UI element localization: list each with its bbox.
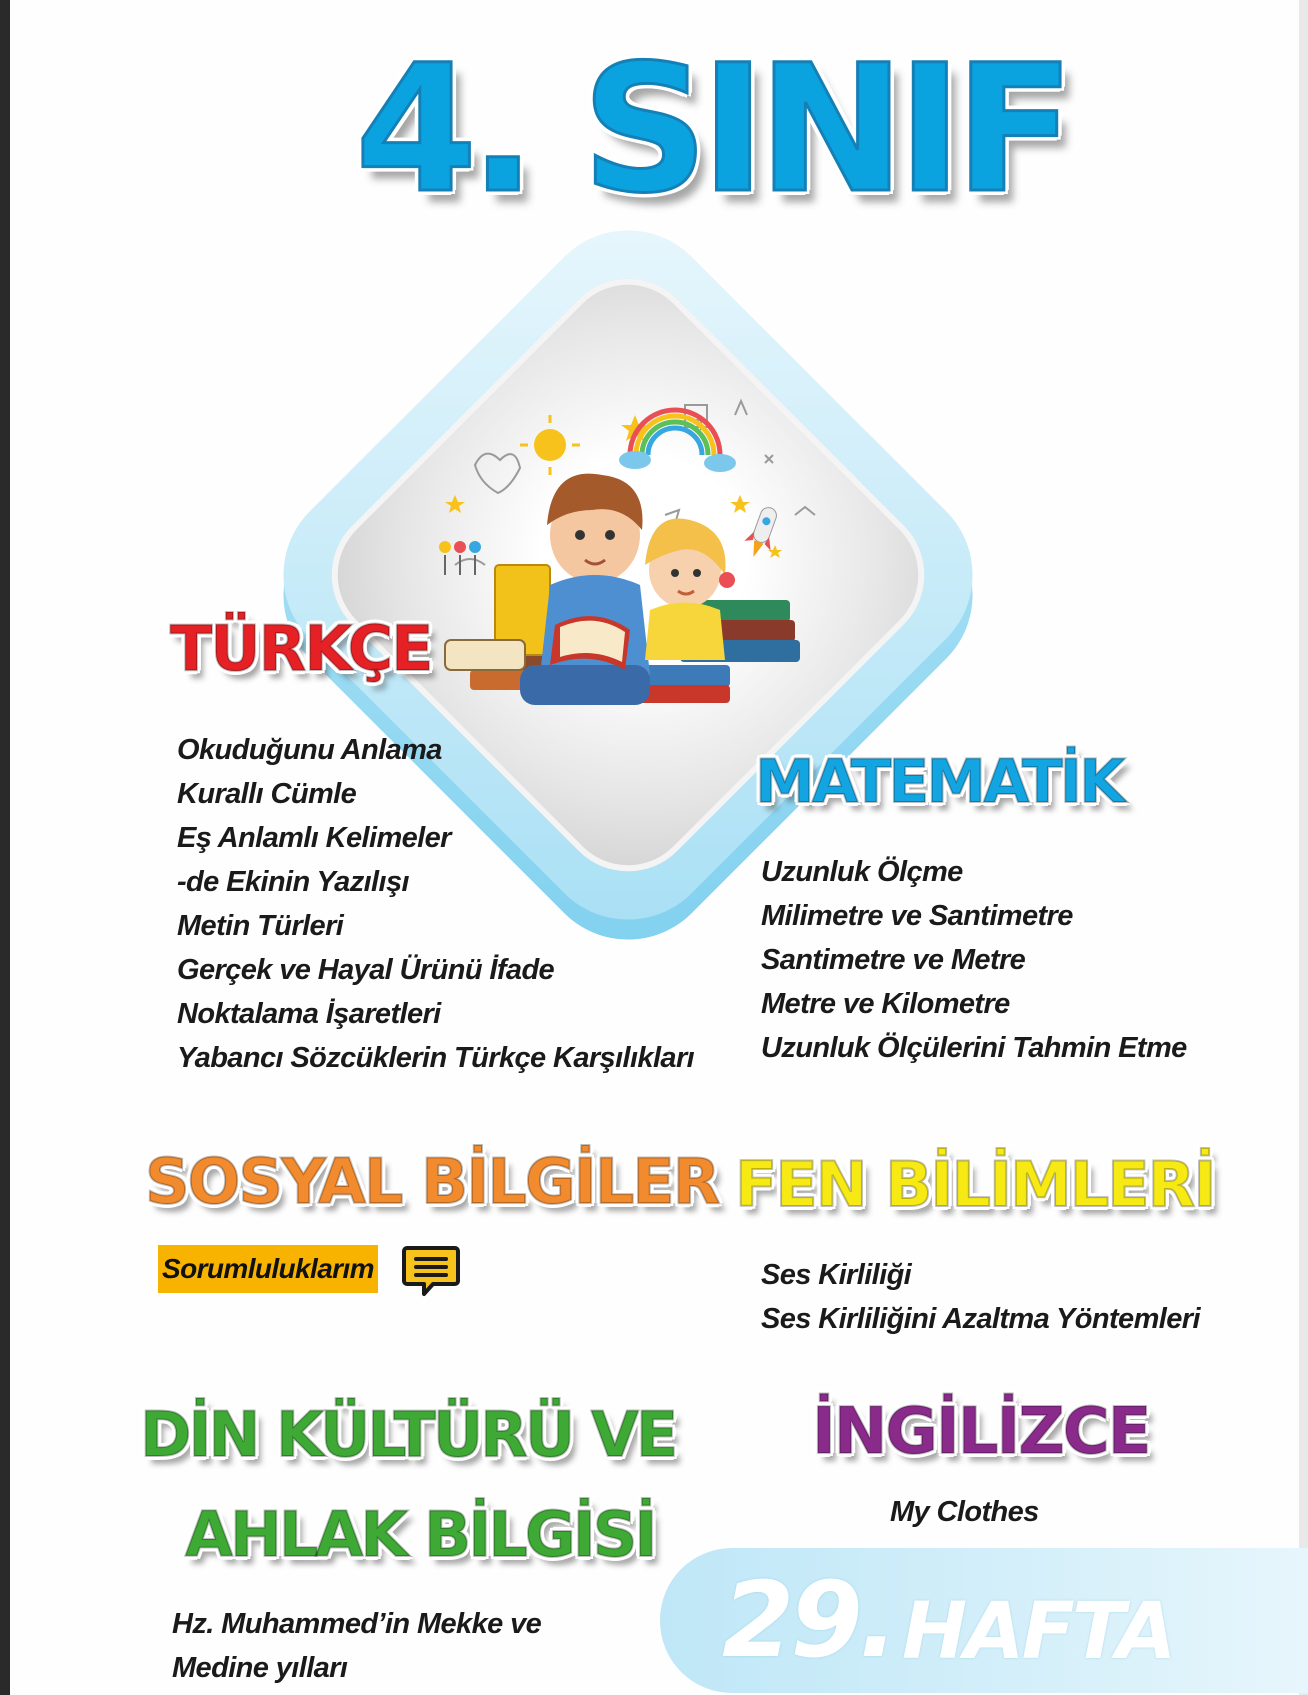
week-number: 29.	[722, 1559, 895, 1681]
topic-item: Medine yılları	[172, 1652, 348, 1684]
fen-topic-list	[761, 1253, 1200, 1341]
topic-item: Kurallı Cümle	[177, 778, 357, 810]
topic-item: Gerçek ve Hayal Ürünü İfade	[177, 954, 555, 986]
topic-item: Milimetre ve Santimetre	[761, 900, 1073, 932]
sosyal-bilgiler-heading: SOSYAL BİLGİLER	[145, 1145, 719, 1218]
topic-item: Santimetre ve Metre	[761, 944, 1026, 976]
right-page-edge	[1299, 0, 1308, 1695]
topic-item: Hz. Muhammed’in Mekke ve	[172, 1608, 542, 1640]
topic-item: Ses Kirliliğini Azaltma Yöntemleri	[761, 1303, 1200, 1335]
din-kulturu-heading	[140, 1385, 675, 1585]
topic-item: Uzunluk Ölçülerini Tahmin Etme	[761, 1032, 1187, 1064]
comment-icon[interactable]	[402, 1244, 460, 1300]
left-page-edge	[0, 0, 10, 1695]
page-title: 4. SINIF	[355, 27, 1067, 232]
topic-item: Noktalama İşaretleri	[177, 998, 441, 1030]
topic-item: Uzunluk Ölçme	[761, 856, 963, 888]
topic-item: Metin Türleri	[177, 910, 344, 942]
din-topic-list	[172, 1602, 541, 1690]
din-heading-line-1: DİN KÜLTÜRÜ VE	[140, 1398, 676, 1471]
fen-bilimleri-heading: FEN BİLİMLERİ	[735, 1148, 1215, 1221]
turkce-topic-list	[177, 728, 694, 1080]
topic-item: Okuduğunu Anlama	[177, 734, 442, 766]
topic-item: Metre ve Kilometre	[761, 988, 1010, 1020]
ingilizce-topic-list	[890, 1490, 1039, 1534]
ingilizce-heading: İNGİLİZCE	[812, 1395, 1150, 1469]
children-reading-illustration	[435, 395, 855, 775]
topic-item: Eş Anlamlı Kelimeler	[177, 822, 451, 854]
sosyal-topic-highlight: Sorumluluklarım	[158, 1245, 378, 1293]
turkce-heading: TÜRKÇE	[170, 612, 432, 685]
topic-item: Ses Kirliliği	[761, 1259, 912, 1291]
matematik-heading: MATEMATİK	[755, 747, 1123, 817]
topic-item: Yabancı Sözcüklerin Türkçe Karşılıkları	[177, 1042, 695, 1074]
topic-item: My Clothes	[890, 1496, 1039, 1528]
topic-item: -de Ekinin Yazılışı	[177, 866, 409, 898]
matematik-topic-list	[761, 850, 1187, 1070]
din-heading-line-2: AHLAK BİLGİSİ	[185, 1498, 655, 1571]
week-label: HAFTA	[902, 1587, 1174, 1677]
